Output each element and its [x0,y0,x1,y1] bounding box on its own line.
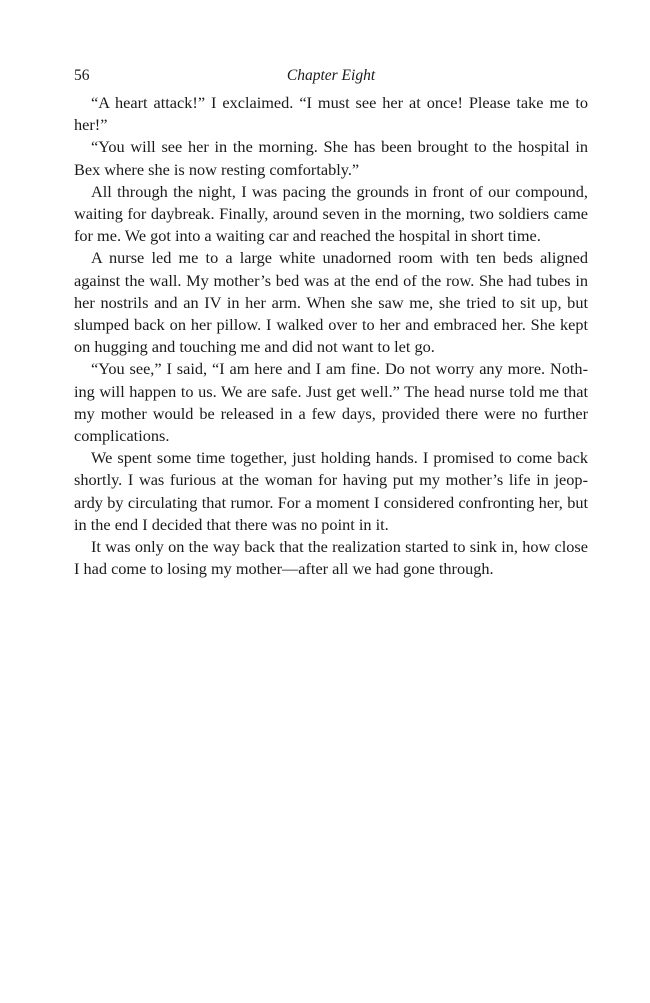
paragraph: We spent some time together, just holding hands. I promised to come back shortly. I was furious at the woman for having put my mother’s life in jeopardy by circulating that rumor. For a moment I considered confronting her, but in the end I decided that there was no point in it. [74,448,588,534]
paragraph: “You see,” I said, “I am here and I am fine. Do not worry any more. Nothing will happen to us. We are safe. Just get well.” The head nurse told me that my mother would be released in a few days, provided there were no further complications. [74,359,588,446]
paragraph: A nurse led me to a large white unadorned room with ten beds aligned against the wall. My mother’s bed was at the end of the row. She had tubes in her nostrils and an IV in her arm. When she saw me, she tried to sit up, but slumped back on her pillow. I walked over to her and embraced her. She kept on hugging and touching me and did not want to let go. [74,248,588,357]
chapter-title: Chapter Eight [286,67,376,84]
body-text [74,92,588,580]
paragraph: “You will see her in the morning. She has been brought to the hospital in Bex where she is now resting comfortably.” [74,137,588,179]
running-head [74,64,588,88]
paragraph: “A heart attack!” I exclaimed. “I must see her at once! Please take me to her!” [74,93,588,135]
page-number: 56 [74,67,90,84]
paragraph: It was only on the way back that the realization started to sink in, how close I had come to losing my mother—after all we had gone through. [74,537,588,579]
book-page [74,64,588,580]
paragraph: All through the night, I was pacing the grounds in front of our compound, waiting for daybreak. Finally, around seven in the morning, two soldiers came for me. We got into a waiting car and reached the hospital in short time. [74,181,588,246]
